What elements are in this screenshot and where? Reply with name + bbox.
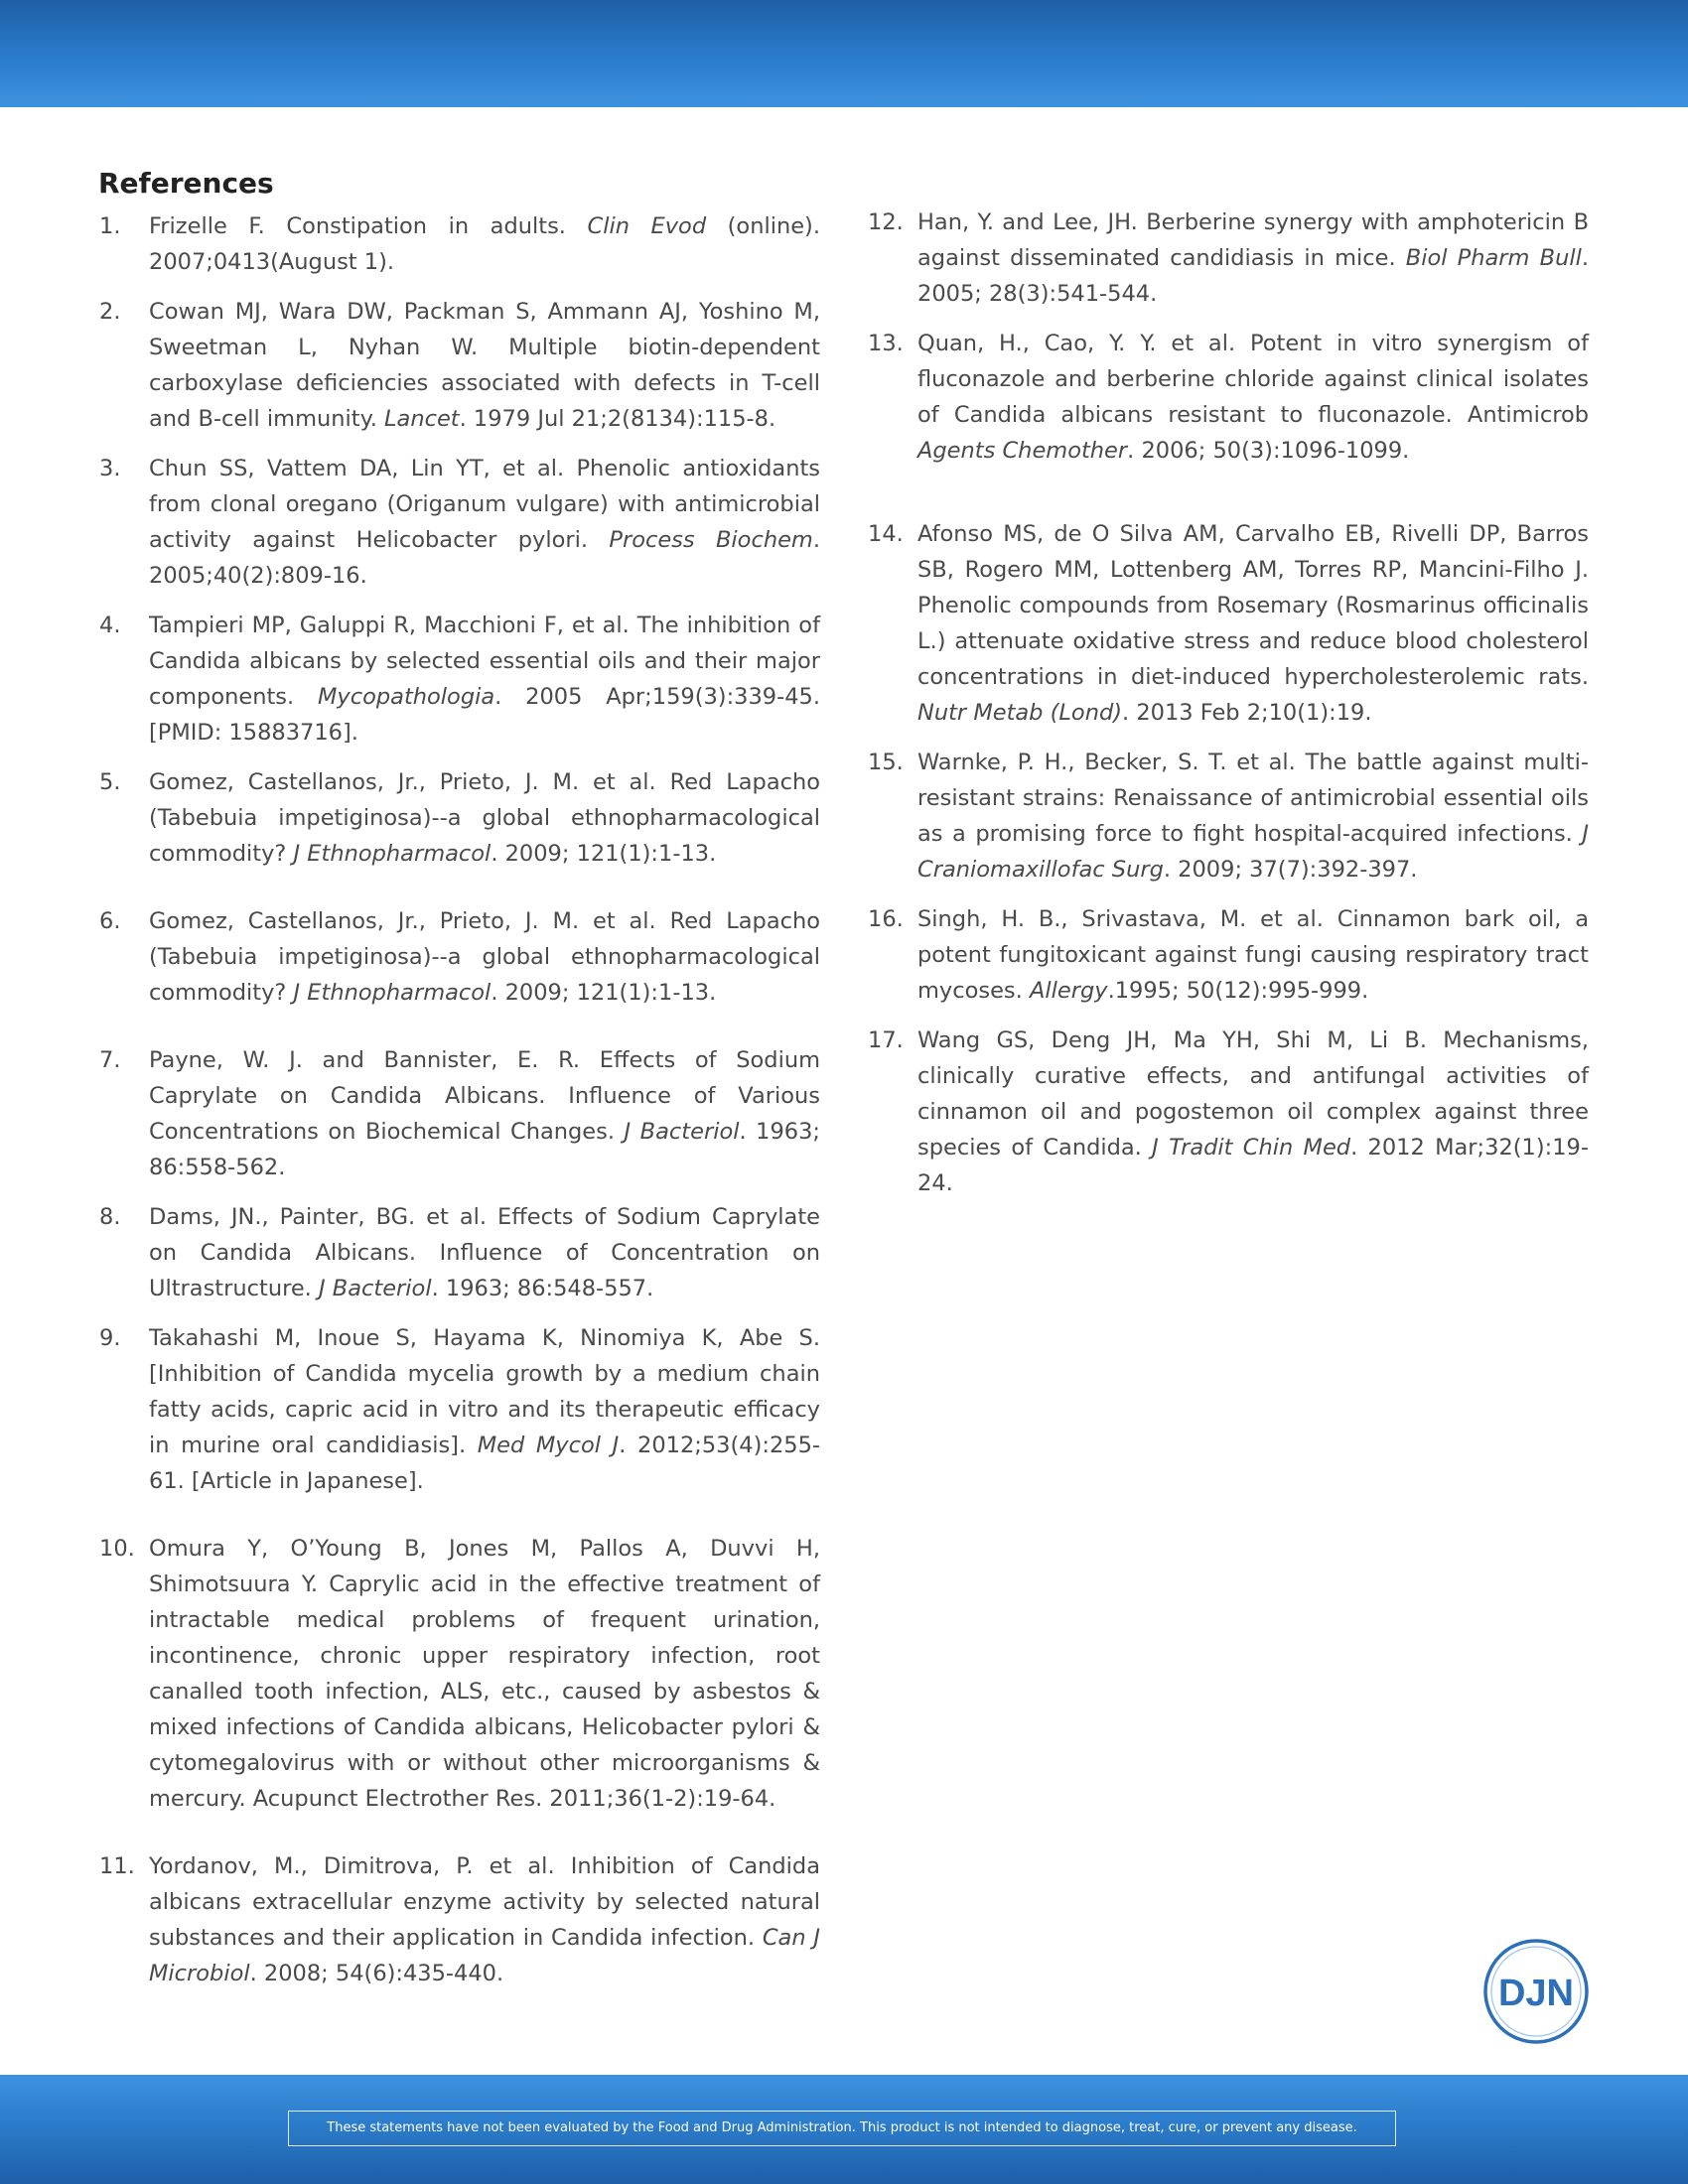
reference-number: 13. xyxy=(868,331,904,356)
reference-number: 16. xyxy=(868,906,904,932)
djn-logo xyxy=(1482,1938,1590,2045)
references-column-left xyxy=(99,208,820,2005)
reference-citation: . 2009; 37(7):392-397. xyxy=(1163,857,1418,883)
reference-number: 15. xyxy=(868,750,904,775)
reference-text: Takahashi M, Inoue S, Hayama K, Ninomiya K, Abe S. [Inhibition of Candida mycelia growth by a medium chain fatty acids, capric acid in vitro and its therapeutic efficacy in murine oral candidiasis]. xyxy=(149,1325,820,1458)
reference-number: 7. xyxy=(99,1047,121,1073)
reference-citation: . 2006; 50(3):1096-1099. xyxy=(1127,438,1410,464)
reference-citation: . 2009; 121(1):1-13. xyxy=(491,980,717,1006)
reference-text: Payne, W. J. and Bannister, E. R. Effects of Sodium Caprylate on Candida Albicans. Influence of Various Concentrations on Biochemical Changes. xyxy=(149,1047,820,1145)
reference-text: Warnke, P. H., Becker, S. T. et al. The battle against multi-resistant strains: Renaissance of antimicrobial essential oils as a promising force to fight hospital-acquired infections. xyxy=(917,750,1589,847)
reference-item xyxy=(99,1531,820,1817)
reference-journal: Nutr Metab (Lond) xyxy=(917,700,1123,726)
reference-item xyxy=(868,205,1589,312)
reference-item xyxy=(868,326,1589,469)
reference-journal: Biol Pharm Bull xyxy=(1405,245,1582,271)
references-column-right xyxy=(868,205,1589,1215)
page-title: References xyxy=(98,167,274,200)
reference-item xyxy=(99,451,820,594)
reference-item xyxy=(99,903,820,1011)
reference-citation: . 1979 Jul 21;2(8134):115-8. xyxy=(459,406,776,432)
reference-number: 14. xyxy=(868,521,904,547)
reference-text: Yordanov, M., Dimitrova, P. et al. Inhibition of Candida albicans extracellular enzyme activity by selected natural substances and their application in Candida infection. xyxy=(149,1853,820,1951)
reference-text: Singh, H. B., Srivastava, M. et al. Cinnamon bark oil, a potent fungitoxicant against fungi causing respiratory tract mycoses. xyxy=(917,906,1589,1004)
reference-number: 1. xyxy=(99,213,121,239)
reference-item xyxy=(99,1320,820,1499)
reference-citation: . 2005 Apr;159(3):339-45. [PMID: 15883716]. xyxy=(149,684,820,746)
reference-text: Afonso MS, de O Silva AM, Carvalho EB, Rivelli DP, Barros SB, Rogero MM, Lottenberg AM, Torres RP, Mancini-Filho J. Phenolic compounds from Rosemary (Rosmarinus officinalis L.) attenuate oxidative stress and reduce blood cholesterol concentrations in diet-induced hypercholesterolemic rats. xyxy=(917,521,1589,690)
reference-citation: . 2005; 28(3):541-544. xyxy=(917,245,1589,307)
reference-journal: Agents Chemother xyxy=(917,438,1128,464)
reference-citation: .1995; 50(12):995-999. xyxy=(1107,978,1369,1004)
reference-number: 12. xyxy=(868,209,904,235)
reference-text: Wang GS, Deng JH, Ma YH, Shi M, Li B. Mechanisms, clinically curative effects, and antifungal activities of cinnamon oil and pogostemon oil complex against three species of Candida. xyxy=(917,1027,1589,1160)
header-band xyxy=(0,0,1688,107)
reference-citation: . 2005;40(2):809-16. xyxy=(149,527,820,589)
reference-citation: . 1963; 86:558-562. xyxy=(149,1119,820,1180)
reference-journal: Lancet xyxy=(384,406,460,432)
reference-citation: . 2012 Mar;32(1):19-24. xyxy=(917,1135,1589,1196)
reference-item xyxy=(99,1042,820,1185)
reference-text: Frizelle F. Constipation in adults. xyxy=(149,213,588,239)
reference-journal: Allergy xyxy=(1029,978,1108,1004)
reference-item xyxy=(99,1848,820,1991)
reference-text: Han, Y. and Lee, JH. Berberine synergy with amphotericin B against disseminated candidiasis in mice. xyxy=(917,209,1589,271)
reference-text: Quan, H., Cao, Y. Y. et al. Potent in vitro synergism of fluconazole and berberine chloride against clinical isolates of Candida albicans resistant to fluconazole. Antimicrob xyxy=(917,331,1589,428)
reference-number: 9. xyxy=(99,1325,121,1351)
reference-item xyxy=(868,516,1589,731)
reference-item xyxy=(99,1199,820,1306)
reference-number: 4. xyxy=(99,613,121,638)
reference-journal: J Craniomaxillofac Surg xyxy=(917,821,1589,883)
reference-text: Omura Y, O’Young B, Jones M, Pallos A, Duvvi H, Shimotsuura Y. Caprylic acid in the effective treatment of intractable medical problems of frequent urination, incontinence, chronic upper respiratory infection, root canalled tooth infection, ALS, etc., caused by asbestos & mixed infections of Candida albicans, Helicobacter pylori & cytomegalovirus with or without other microorganisms & mercury. Acupunct Electrother Res. 2011;36(1-2):19-64. xyxy=(149,1536,820,1812)
reference-text: Cowan MJ, Wara DW, Packman S, Ammann AJ, Yoshino M, Sweetman L, Nyhan W. Multiple biotin-dependent carboxylase deficiencies associated with defects in T-cell and B-cell immunity. xyxy=(149,299,820,432)
reference-item xyxy=(868,1023,1589,1201)
reference-item xyxy=(99,294,820,437)
reference-item xyxy=(99,608,820,751)
reference-text: Gomez, Castellanos, Jr., Prieto, J. M. et al. Red Lapacho (Tabebuia impetiginosa)--a global ethnopharmacological commodity? xyxy=(149,769,820,867)
reference-number: 10. xyxy=(99,1536,135,1562)
reference-number: 2. xyxy=(99,299,121,325)
reference-journal: Med Mycol J xyxy=(477,1433,620,1458)
reference-number: 17. xyxy=(868,1027,904,1053)
reference-number: 11. xyxy=(99,1853,135,1879)
reference-item xyxy=(868,745,1589,887)
reference-journal: Mycopathologia xyxy=(318,684,495,710)
reference-journal: Can J Microbiol xyxy=(149,1925,821,1986)
reference-text: Chun SS, Vattem DA, Lin YT, et al. Phenolic antioxidants from clonal oregano (Origanum vulgare) with antimicrobial activity against Helicobacter pylori. xyxy=(149,456,820,553)
logo-text: DJN xyxy=(1497,1973,1575,2014)
reference-journal: J Bacteriol xyxy=(624,1119,740,1145)
reference-number: 8. xyxy=(99,1204,121,1230)
reference-citation: (online). 2007;0413(August 1). xyxy=(149,213,820,275)
reference-citation: . 2013 Feb 2;10(1):19. xyxy=(1122,700,1372,726)
reference-text: Dams, JN., Painter, BG. et al. Effects of Sodium Caprylate on Candida Albicans. Influence of Concentration on Ultrastructure. xyxy=(149,1204,820,1301)
reference-journal: Clin Evod xyxy=(587,213,707,239)
reference-journal: J Ethnopharmacol xyxy=(293,980,492,1006)
reference-number: 5. xyxy=(99,769,121,795)
reference-text: Tampieri MP, Galuppi R, Macchioni F, et al. The inhibition of Candida albicans by selected essential oils and their major components. xyxy=(149,613,820,710)
fda-disclaimer: These statements have not been evaluated by the Food and Drug Administration. This product is not intended to diagnose, treat, cure, or prevent any disease. xyxy=(288,2111,1396,2146)
reference-text: Gomez, Castellanos, Jr., Prieto, J. M. et al. Red Lapacho (Tabebuia impetiginosa)--a global ethnopharmacological commodity? xyxy=(149,908,820,1006)
reference-citation: . 1963; 86:548-557. xyxy=(431,1276,654,1301)
reference-item xyxy=(99,208,820,280)
reference-citation: . 2008; 54(6):435-440. xyxy=(249,1961,504,1986)
reference-journal: J Tradit Chin Med xyxy=(1152,1135,1351,1160)
reference-item xyxy=(99,764,820,872)
reference-citation: . 2012;53(4):255-61. [Article in Japanese]. xyxy=(149,1433,821,1494)
reference-citation: . 2009; 121(1):1-13. xyxy=(491,841,717,867)
reference-number: 3. xyxy=(99,456,121,481)
reference-item xyxy=(868,901,1589,1009)
reference-journal: J Ethnopharmacol xyxy=(293,841,492,867)
reference-journal: J Bacteriol xyxy=(319,1276,432,1301)
reference-journal: Process Biochem xyxy=(609,527,813,553)
reference-number: 6. xyxy=(99,908,121,934)
